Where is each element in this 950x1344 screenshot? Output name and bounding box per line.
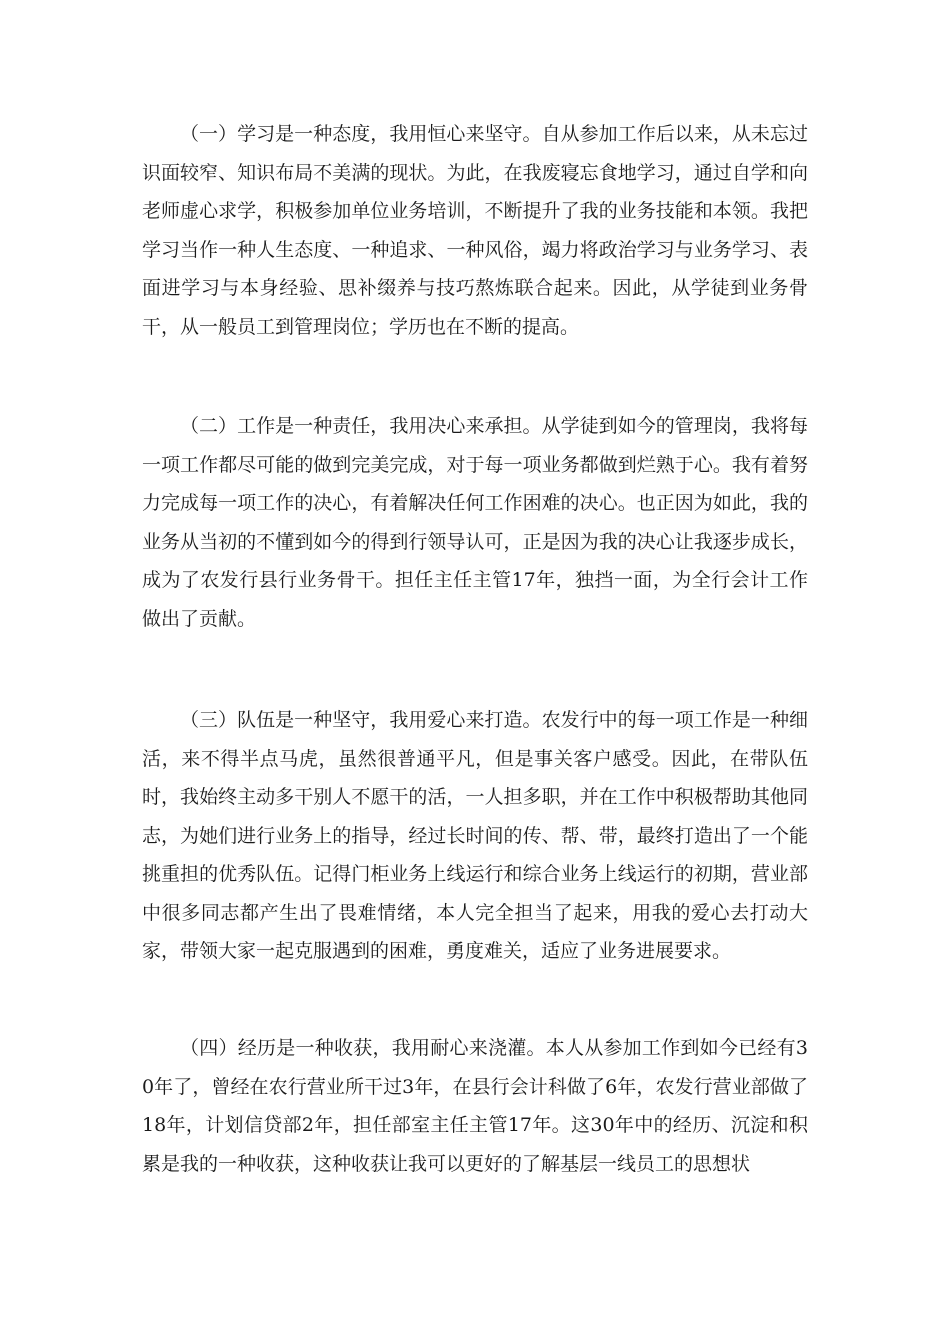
paragraph-experience: （四）经历是一种收获，我用耐心来浇灌。本人从参加工作到如今已经有30年了，曾经在农行营业所干过3年，在县行会计科做了6年，农发行营业部做了18年，计划信贷部2年，担任部室主任主管17年。这30年中的经历、沉淀和积累是我的一种收获，这种收获让我可以更好的了解基层一线员工的思想状 xyxy=(142,1037,808,1175)
paragraph-study: （一）学习是一种态度，我用恒心来坚守。自从参加工作后以来，从未忘过识面较窄、知识布局不美满的现状。为此，在我废寝忘食地学习，通过自学和向老师虚心求学，积极参加单位业务培训，不断提升了我的业务技能和本领。我把学习当作一种人生态度、一种追求、一种风俗，竭力将政治学习与业务学习、表面进学习与本身经验、思补缀养与技巧熬炼联合起来。因此，从学徒到业务骨干，从一般员工到管理岗位；学历也在不断的提高。 xyxy=(142,123,808,338)
paragraph-work: （二）工作是一种责任，我用决心来承担。从学徒到如今的管理岗，我将每一项工作都尽可能的做到完美完成，对于每一项业务都做到烂熟于心。我有着努力完成每一项工作的决心，有着解决任何工作困难的决心。也正因为如此，我的业务从当初的不懂到如今的得到行领导认可，正是因为我的决心让我逐步成长，成为了农发行县行业务骨干。担任主任主管17年，独挡一面，为全行会计工作做出了贡献。 xyxy=(142,415,808,630)
paragraph-team: （三）队伍是一种坚守，我用爱心来打造。农发行中的每一项工作是一种细活，来不得半点马虎，虽然很普通平凡，但是事关客户感受。因此，在带队伍时，我始终主动多干别人不愿干的活，一人担多职，并在工作中积极帮助其他同志，为她们进行业务上的指导，经过长时间的传、帮、带，最终打造出了一个能挑重担的优秀队伍。记得门柜业务上线运行和综合业务上线运行的初期，营业部中很多同志都产生出了畏难情绪，本人完全担当了起来，用我的爱心去打动大家，带领大家一起克服遇到的困难，勇度难关，适应了业务进展要求。 xyxy=(142,709,808,962)
